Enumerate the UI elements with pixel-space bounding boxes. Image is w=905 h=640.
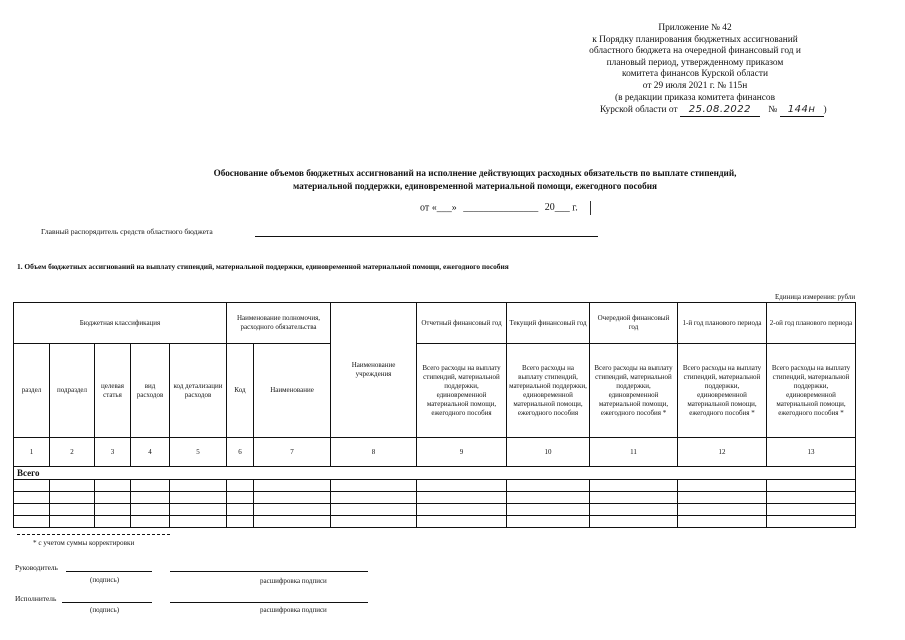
budget-table xyxy=(13,302,856,528)
header-expense-type: вид расходов xyxy=(131,344,170,438)
col-number: 10 xyxy=(507,438,590,467)
header-powers: Наименование полномочия, расходного обязательства xyxy=(227,303,331,344)
date-year-field[interactable]: 20___ xyxy=(544,202,570,214)
total-row-label: Всего xyxy=(14,467,856,480)
col-number: 7 xyxy=(254,438,331,467)
header-total-plan-1: Всего расходы на выплату стипендий, материальной поддержки, единовременной материальной помощи, ежегодного пособия * xyxy=(678,344,767,438)
col-number: 2 xyxy=(50,438,95,467)
appendix-prefix: Курской области от xyxy=(600,105,678,116)
table-cell[interactable] xyxy=(227,492,254,504)
table-cell[interactable] xyxy=(590,516,678,528)
table-cell[interactable] xyxy=(590,492,678,504)
table-cell[interactable] xyxy=(95,480,131,492)
header-subsection: подраздел xyxy=(50,344,95,438)
appendix-line-last xyxy=(600,104,830,117)
table-cell[interactable] xyxy=(170,504,227,516)
handwritten-date: 25.08.2022 xyxy=(680,104,760,117)
table-cell[interactable] xyxy=(507,504,590,516)
executor-decode-caption: расшифровка подписи xyxy=(260,606,327,614)
col-number: 3 xyxy=(95,438,131,467)
table-cell[interactable] xyxy=(170,516,227,528)
appendix-line: комитета финансов Курской области xyxy=(622,69,768,80)
table-cell[interactable] xyxy=(14,480,50,492)
table-cell[interactable] xyxy=(678,504,767,516)
table-cell[interactable] xyxy=(331,492,417,504)
table-cell[interactable] xyxy=(767,480,856,492)
footnote-separator xyxy=(17,534,170,535)
footnote: * с учетом суммы корректировки xyxy=(33,539,135,547)
table-cell[interactable] xyxy=(95,516,131,528)
table-cell[interactable] xyxy=(95,492,131,504)
table-row[interactable] xyxy=(14,492,856,504)
title-line-2: материальной поддержки, единовременной материальной помощи, ежегодного пособия xyxy=(292,181,658,191)
table-cell[interactable] xyxy=(767,516,856,528)
header-code: Код xyxy=(227,344,254,438)
col-number: 11 xyxy=(590,438,678,467)
col-number: 9 xyxy=(417,438,507,467)
head-decode-field[interactable] xyxy=(170,571,368,572)
table-cell[interactable] xyxy=(590,480,678,492)
table-cell[interactable] xyxy=(131,492,170,504)
appendix-line: Приложение № 42 xyxy=(658,23,732,33)
header-year-reporting: Отчетный финансовый год xyxy=(417,303,507,344)
table-cell[interactable] xyxy=(678,492,767,504)
header-name: Наименование xyxy=(254,344,331,438)
table-cell[interactable] xyxy=(767,504,856,516)
appendix-line: областного бюджета на очередной финансовый год и xyxy=(589,46,801,57)
executor-decode-field[interactable] xyxy=(170,602,368,603)
header-detail-code: код детализации расходов xyxy=(170,344,227,438)
table-cell[interactable] xyxy=(507,516,590,528)
chief-manager-label: Главный распорядитель средств областного бюджета xyxy=(41,227,213,236)
header-institution: Наименование учреждения xyxy=(331,303,417,438)
appendix-line: от 29 июля 2021 г. № 115н xyxy=(642,80,748,91)
header-year-next: Очередной финансовый год xyxy=(590,303,678,344)
col-number: 8 xyxy=(331,438,417,467)
table-cell[interactable] xyxy=(14,516,50,528)
unit-label: Единица измерения: рубли xyxy=(775,293,856,301)
table-cell[interactable] xyxy=(417,504,507,516)
col-number: 13 xyxy=(767,438,856,467)
header-year-current: Текущий финансовый год xyxy=(507,303,590,344)
header-total-plan-2: Всего расходы на выплату стипендий, материальной поддержки, единовременной материальной помощи, ежегодного пособия * xyxy=(767,344,856,438)
table-cell[interactable] xyxy=(507,492,590,504)
header-total-reporting: Всего расходы на выплату стипендий, материальной поддержки, единовременной материальной помощи, ежегодного пособия xyxy=(417,344,507,438)
appendix-header xyxy=(560,23,830,117)
table-cell[interactable] xyxy=(678,516,767,528)
header-total-next: Всего расходы на выплату стипендий, материальной поддержки, единовременной материальной помощи, ежегодного пособия * xyxy=(590,344,678,438)
table-cell[interactable] xyxy=(131,480,170,492)
text-cursor xyxy=(590,201,591,215)
table-cell[interactable] xyxy=(417,480,507,492)
table-cell[interactable] xyxy=(767,492,856,504)
table-cell[interactable] xyxy=(14,504,50,516)
header-budget-classification: Бюджетная классификация xyxy=(14,303,227,344)
table-cell[interactable] xyxy=(170,492,227,504)
header-total-current: Всего расходы на выплату стипендий, материальной поддержки, единовременной материальной помощи, ежегодного пособия xyxy=(507,344,590,438)
table-cell[interactable] xyxy=(227,516,254,528)
section-title: 1. Объем бюджетных ассигнований на выплату стипендий, материальной поддержки, единовременной материальной помощи, ежегодного пособия xyxy=(17,262,509,271)
header-year-plan-2: 2-ой год планового периода xyxy=(767,303,856,344)
table-cell[interactable] xyxy=(507,480,590,492)
date-sep: » xyxy=(451,202,457,214)
table-cell[interactable] xyxy=(590,504,678,516)
closing-paren: ) xyxy=(823,105,827,116)
appendix-line: плановый период, утвержденному приказом xyxy=(606,57,784,68)
title-line-1: Обоснование объемов бюджетных ассигнований на исполнение действующих расходных обязательств по выплате стипендий, xyxy=(213,168,737,178)
number-label: № xyxy=(768,105,778,116)
table-row[interactable] xyxy=(14,480,856,492)
header-section: раздел xyxy=(14,344,50,438)
table-cell[interactable] xyxy=(678,480,767,492)
date-from xyxy=(420,201,591,215)
header-target-article: целевая статья xyxy=(95,344,131,438)
executor-label: Исполнитель xyxy=(15,594,57,603)
table-cell[interactable] xyxy=(131,516,170,528)
table-cell[interactable] xyxy=(227,480,254,492)
table-row[interactable] xyxy=(14,504,856,516)
table-cell[interactable] xyxy=(254,504,331,516)
col-number: 1 xyxy=(14,438,50,467)
column-number-row xyxy=(14,438,856,467)
table-cell[interactable] xyxy=(417,516,507,528)
executor-signature-field[interactable] xyxy=(62,602,152,603)
col-number: 6 xyxy=(227,438,254,467)
head-signature-field[interactable] xyxy=(66,571,152,572)
table-cell[interactable] xyxy=(331,516,417,528)
col-number: 12 xyxy=(678,438,767,467)
header-year-plan-1: 1-й год планового периода xyxy=(678,303,767,344)
table-cell[interactable] xyxy=(50,492,95,504)
appendix-line: к Порядку планирования бюджетных ассигнований xyxy=(592,34,798,45)
date-month-field[interactable]: _______________ xyxy=(463,202,539,214)
head-label: Руководитель xyxy=(15,563,58,572)
head-decode-caption: расшифровка подписи xyxy=(260,577,327,585)
table-cell[interactable] xyxy=(254,492,331,504)
appendix-line: (в редакции приказа комитета финансов xyxy=(614,92,776,103)
table-cell[interactable] xyxy=(50,480,95,492)
table-cell[interactable] xyxy=(50,516,95,528)
table-cell[interactable] xyxy=(331,504,417,516)
chief-manager-field[interactable] xyxy=(255,236,598,237)
table-cell[interactable] xyxy=(50,504,95,516)
table-cell[interactable] xyxy=(95,504,131,516)
table-cell[interactable] xyxy=(131,504,170,516)
table-cell[interactable] xyxy=(254,480,331,492)
date-prefix: от « xyxy=(420,202,437,214)
table-cell[interactable] xyxy=(331,480,417,492)
table-cell[interactable] xyxy=(227,504,254,516)
total-row xyxy=(14,467,856,480)
date-suffix: г. xyxy=(572,202,578,214)
table-cell[interactable] xyxy=(170,480,227,492)
executor-signature-caption: (подпись) xyxy=(90,606,120,614)
document-title xyxy=(150,167,800,193)
date-day-field[interactable]: ___ xyxy=(436,202,452,214)
table-cell[interactable] xyxy=(417,492,507,504)
handwritten-number: 144н xyxy=(780,104,824,117)
table-cell[interactable] xyxy=(254,516,331,528)
table-cell[interactable] xyxy=(14,492,50,504)
head-signature-caption: (подпись) xyxy=(90,576,120,584)
col-number: 4 xyxy=(131,438,170,467)
col-number: 5 xyxy=(170,438,227,467)
table-row[interactable] xyxy=(14,516,856,528)
